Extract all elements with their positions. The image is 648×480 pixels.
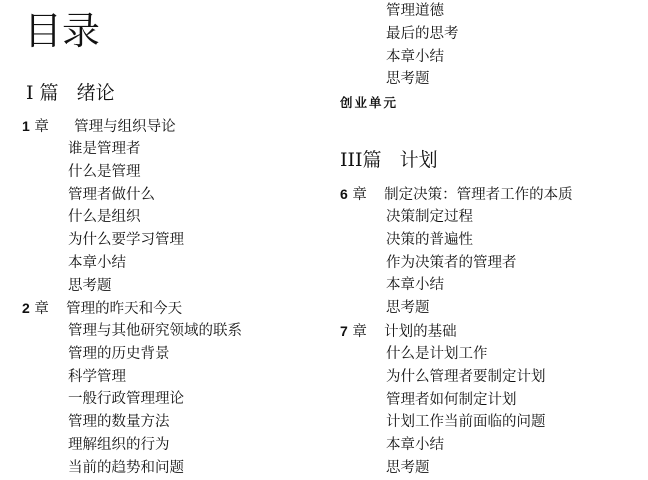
chapter-2-heading[interactable] <box>22 297 182 321</box>
chapter-1-title: 管理与组织导论 <box>74 119 176 135</box>
toc-item[interactable]: 科学管理 <box>68 368 126 385</box>
chapter-7-heading[interactable] <box>340 320 457 344</box>
part-1-heading <box>26 81 115 105</box>
chapter-1-items <box>68 138 184 298</box>
chapter-6-items <box>386 206 517 320</box>
toc-item[interactable]: 思考题 <box>68 277 112 294</box>
toc-item[interactable]: 什么是管理 <box>68 163 141 180</box>
part-3-label: III篇 <box>340 149 382 171</box>
part-3-heading <box>340 148 438 172</box>
chapter-2-number: 2 <box>22 300 30 316</box>
part-3-name: 计划 <box>399 149 438 171</box>
chapter-6-number: 6 <box>340 186 348 202</box>
part-1-label: I 篇 <box>26 82 59 104</box>
unit-heading[interactable]: 创业单元 <box>340 95 399 110</box>
chapter-1-label: 章 <box>34 119 49 135</box>
toc-item[interactable]: 本章小结 <box>386 437 444 454</box>
toc-item[interactable]: 本章小结 <box>68 254 126 271</box>
toc-item[interactable]: 本章小结 <box>386 48 444 65</box>
chapter-1-number: 1 <box>22 118 30 134</box>
toc-item[interactable]: 当前的趋势和问题 <box>68 459 184 476</box>
toc-item[interactable]: 本章小结 <box>386 277 444 294</box>
chapter-7-title: 计划的基础 <box>384 324 457 340</box>
toc-item[interactable]: 谁是管理者 <box>68 141 141 157</box>
chapter-2-label: 章 <box>34 301 49 317</box>
toc-item[interactable]: 管理的数量方法 <box>68 414 170 431</box>
toc-item[interactable]: 决策的普遍性 <box>386 231 473 248</box>
chapter-1-heading[interactable] <box>22 115 176 139</box>
toc-item[interactable]: 管理与其他研究领域的联系 <box>68 323 242 339</box>
chapter-6-label: 章 <box>352 187 367 203</box>
continued-items <box>386 0 459 91</box>
part-1-name: 绪论 <box>76 82 115 104</box>
toc-item[interactable]: 思考题 <box>386 71 430 88</box>
toc-item[interactable]: 什么是组织 <box>68 209 141 226</box>
toc-item[interactable]: 一般行政管理理论 <box>68 391 184 408</box>
toc-item[interactable]: 作为决策者的管理者 <box>386 254 517 271</box>
toc-item[interactable]: 什么是计划工作 <box>386 346 488 362</box>
toc-item[interactable]: 管理者做什么 <box>68 186 155 203</box>
chapter-7-label: 章 <box>352 324 367 340</box>
toc-item[interactable]: 计划工作当前面临的问题 <box>386 414 546 431</box>
toc-item[interactable]: 管理的历史背景 <box>68 345 170 362</box>
toc-item[interactable]: 理解组织的行为 <box>68 436 170 453</box>
chapter-7-items <box>386 343 546 480</box>
toc-item[interactable]: 决策制定过程 <box>386 209 473 225</box>
toc-item[interactable]: 为什么要学习管理 <box>68 232 184 249</box>
toc-item[interactable]: 管理者如何制定计划 <box>386 391 517 408</box>
chapter-2-items <box>68 320 242 480</box>
toc-item[interactable]: 思考题 <box>386 459 430 476</box>
page-title: 目录 <box>24 9 101 53</box>
chapter-2-title: 管理的昨天和今天 <box>66 301 183 317</box>
chapter-6-title: 制定决策：管理者工作的本质 <box>384 187 573 203</box>
chapter-7-number: 7 <box>340 323 348 339</box>
toc-item[interactable]: 管理道德 <box>386 3 444 19</box>
toc-item[interactable]: 最后的思考 <box>386 25 459 42</box>
toc-item[interactable]: 思考题 <box>386 300 430 317</box>
chapter-6-heading[interactable] <box>340 183 573 207</box>
toc-item[interactable]: 为什么管理者要制定计划 <box>386 368 546 385</box>
